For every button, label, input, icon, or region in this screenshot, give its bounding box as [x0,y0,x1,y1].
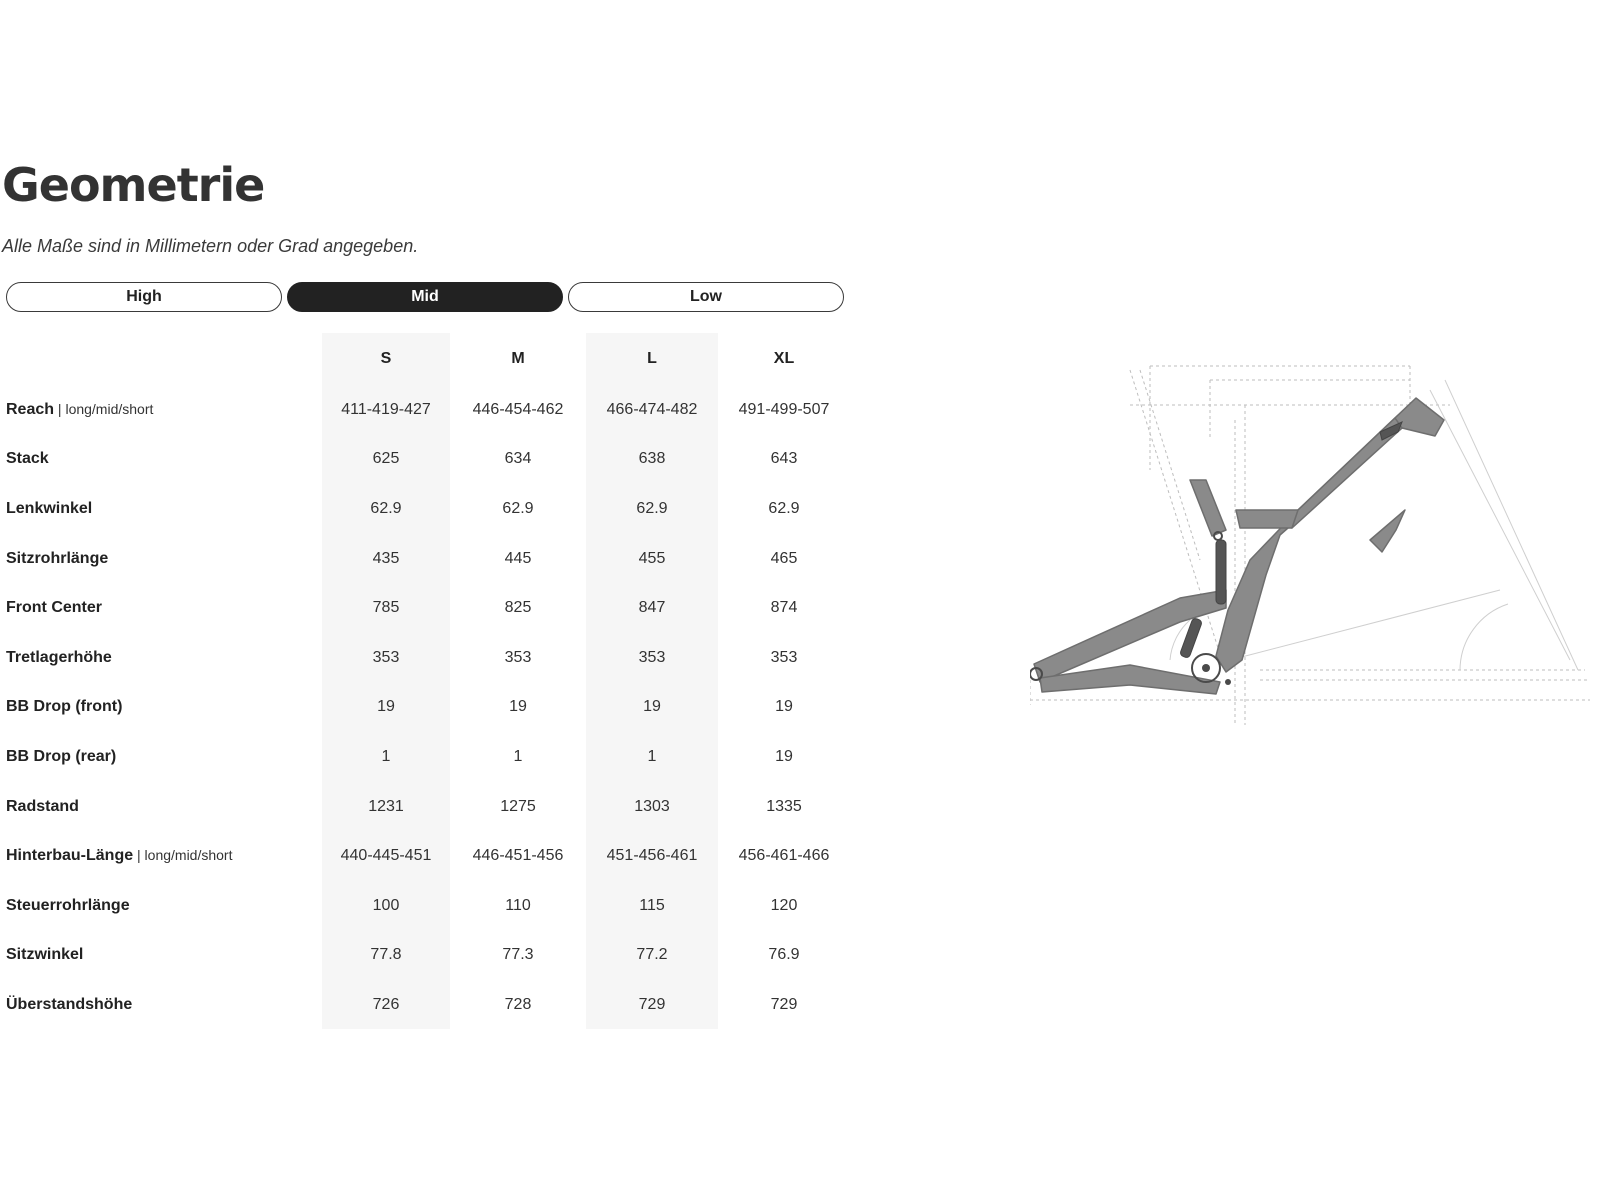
table-cell: 435 [372,549,400,567]
row-label-text: Sitzwinkel [6,946,84,964]
row-label-text: Front Center [6,599,102,617]
row-label [0,732,322,782]
header-size-xl: XL [773,350,795,367]
table-row [0,881,850,931]
table-cell: 19 [377,698,395,716]
row-label [0,633,322,683]
row-label-text: Lenkwinkel [6,499,93,517]
table-cell: 1 [381,747,391,765]
table-cell: 77.2 [636,946,668,964]
table-cell: 445 [504,549,532,567]
table-cell: 62.9 [636,499,668,517]
table-cell: 19 [643,698,661,716]
table-cell: 729 [770,995,798,1013]
row-label-text: Hinterbau-Länge [6,847,134,865]
row-label-separator: | [133,847,145,864]
table-cell: 634 [504,450,532,468]
table-row [0,732,850,782]
header-empty [0,333,322,385]
toggle-mid[interactable]: Mid [287,282,563,312]
table-row [0,931,850,981]
row-label-text: Radstand [6,797,79,815]
toggle-low[interactable]: Low [568,282,844,312]
table-cell: 77.8 [370,946,402,964]
table-cell: 874 [770,599,798,617]
table-cell: 19 [509,698,527,716]
table-cell: 625 [372,450,400,468]
table-cell: 465 [770,549,798,567]
table-cell: 77.3 [502,946,534,964]
table-row [0,831,850,881]
table-cell: 638 [638,450,666,468]
row-label-text: Überstandshöhe [6,995,133,1013]
table-row [0,435,850,485]
row-label [0,484,322,534]
table-row [0,484,850,534]
header-size-m: M [511,350,525,367]
row-label [0,931,322,981]
table-cell: 446-451-456 [472,847,564,865]
row-label-text: Steuerrohrlänge [6,896,130,914]
row-label [0,385,322,435]
table-cell: 1335 [766,797,802,815]
table-cell: 729 [638,995,666,1013]
table-cell: 446-454-462 [472,400,564,418]
table-cell: 353 [504,648,532,666]
table-cell: 1303 [634,797,670,815]
row-label [0,831,322,881]
row-label-text: Sitzrohrlänge [6,549,109,567]
table-row [0,782,850,832]
table-row [0,385,850,435]
row-label [0,782,322,832]
bike-frame-geometry-icon [1030,360,1600,740]
table-cell: 456-461-466 [738,847,830,865]
table-cell: 1231 [368,797,404,815]
row-label [0,980,322,1030]
row-label-text: Tretlagerhöhe [6,648,112,666]
table-cell: 353 [770,648,798,666]
row-label [0,683,322,733]
geometry-setting-toggle [6,282,848,312]
table-cell: 466-474-482 [606,400,698,418]
table-cell: 115 [639,896,665,914]
row-label-text: BB Drop (rear) [6,747,117,765]
row-label-text: BB Drop (front) [6,698,123,716]
table-row [0,633,850,683]
page-title: Geometrie [2,158,265,212]
table-cell: 1 [513,747,523,765]
table-row [0,534,850,584]
table-cell: 491-499-507 [738,400,830,418]
row-label [0,534,322,584]
table-cell: 120 [770,896,798,914]
row-label-separator: | [54,400,66,417]
header-size-s: S [380,350,392,367]
row-label-note: long/mid/short [65,400,154,417]
table-cell: 62.9 [370,499,402,517]
table-row [0,683,850,733]
table-cell: 440-445-451 [340,847,432,865]
table-cell: 19 [775,698,793,716]
page-subtitle: Alle Maße sind in Millimetern oder Grad angegeben. [2,236,419,256]
toggle-high[interactable]: High [6,282,282,312]
table-cell: 411-419-427 [341,400,431,418]
table-cell: 100 [372,896,400,914]
table-header-row [0,333,850,385]
table-cell: 353 [372,648,400,666]
table-cell: 451-456-461 [606,847,698,865]
table-body [0,385,850,1030]
table-cell: 76.9 [768,946,800,964]
table-cell: 643 [770,450,798,468]
row-label [0,881,322,931]
table-cell: 825 [504,599,532,617]
row-label-note: long/mid/short [144,847,233,864]
row-label-text: Reach [6,400,55,418]
table-cell: 847 [638,599,666,617]
table-cell: 1275 [500,797,536,815]
table-cell: 353 [638,648,666,666]
row-label [0,583,322,633]
row-label [0,435,322,485]
table-row [0,583,850,633]
table-cell: 1 [647,747,657,765]
table-cell: 62.9 [502,499,534,517]
row-label-text: Stack [6,450,49,468]
table-cell: 728 [504,995,532,1013]
geometry-table [0,333,850,1030]
table-cell: 726 [372,995,400,1013]
table-cell: 19 [775,747,793,765]
table-row [0,980,850,1030]
table-cell: 785 [372,599,400,617]
header-size-l: L [647,350,657,367]
table-cell: 455 [638,549,666,567]
table-cell: 110 [505,896,531,914]
table-cell: 62.9 [768,499,800,517]
